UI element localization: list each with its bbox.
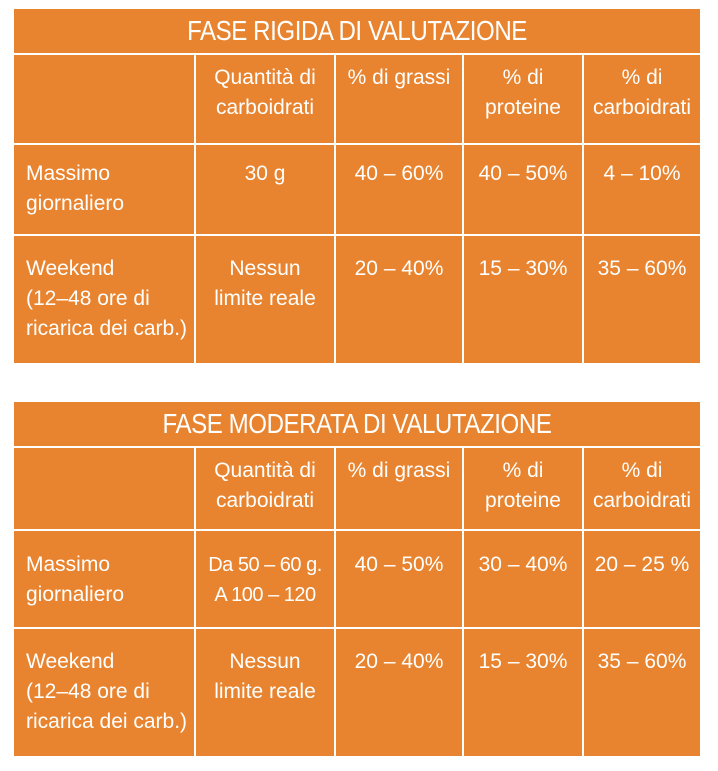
table-cell: Da 50 – 60 g. A 100 – 120: [208, 554, 322, 606]
divider: [14, 143, 700, 145]
row-label: Weekend (12–48 ore di ricarica dei carb.): [26, 650, 188, 733]
table-cell: 35 – 60%: [597, 257, 687, 280]
table-cell: 20 – 25 %: [594, 553, 690, 576]
table-cell: 4 – 10%: [603, 162, 681, 185]
row-label: Massimo giornaliero: [26, 162, 125, 215]
divider: [334, 53, 336, 363]
table-cell: 40 – 50%: [478, 162, 568, 185]
divider: [14, 627, 700, 629]
table-cell: Nessun limite reale: [214, 257, 316, 310]
table-cell: 40 – 50%: [354, 553, 444, 576]
header-proteine: % di proteine: [485, 459, 561, 512]
header-grassi: % di grassi: [347, 66, 451, 89]
divider: [14, 446, 700, 448]
divider: [14, 234, 700, 236]
divider: [14, 53, 700, 55]
table-cell: 15 – 30%: [478, 650, 568, 673]
table-fase-rigida: [14, 9, 700, 363]
header-quantita: Quantità di carboidrati: [214, 66, 316, 119]
row-label: Weekend (12–48 ore di ricarica dei carb.): [26, 257, 188, 340]
table-cell: 20 – 40%: [354, 650, 444, 673]
table-cell: 30 g: [244, 162, 286, 185]
table-cell: 20 – 40%: [354, 257, 444, 280]
header-carboidrati: % di carboidrati: [592, 66, 692, 119]
header-grassi: % di grassi: [347, 459, 451, 482]
table-title: FASE RIGIDA DI VALUTAZIONE: [187, 15, 527, 46]
table-cell: 35 – 60%: [597, 650, 687, 673]
divider: [334, 446, 336, 756]
table-title: FASE MODERATA DI VALUTAZIONE: [162, 408, 552, 439]
header-carboidrati: % di carboidrati: [592, 459, 692, 512]
table-cell: 15 – 30%: [478, 257, 568, 280]
divider: [14, 529, 700, 531]
table-cell: Nessun limite reale: [214, 650, 316, 703]
table-fase-moderata: [14, 402, 700, 756]
table-cell: 40 – 60%: [354, 162, 444, 185]
table-cell: 30 – 40%: [478, 553, 568, 576]
header-quantita: Quantità di carboidrati: [214, 459, 316, 512]
row-label: Massimo giornaliero: [26, 553, 125, 606]
header-proteine: % di proteine: [485, 66, 561, 119]
